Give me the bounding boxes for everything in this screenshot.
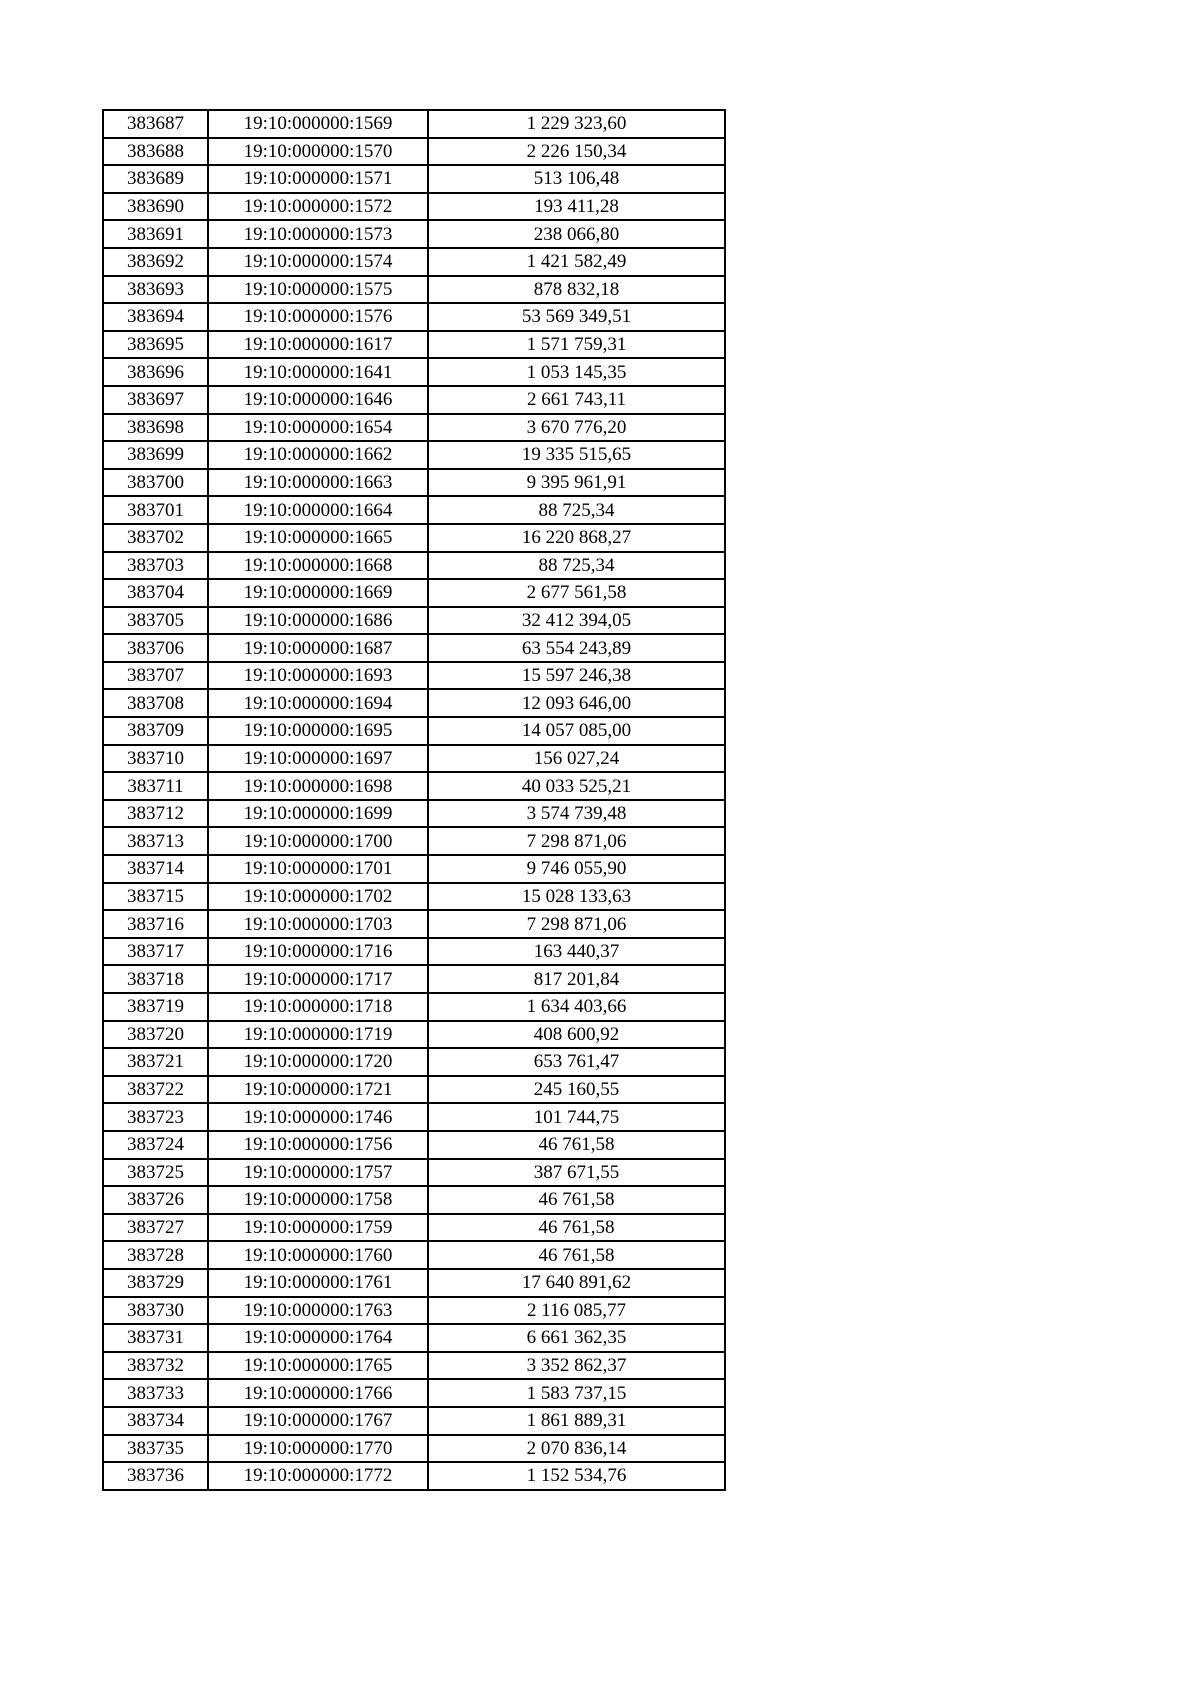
cadastral-value-cell: 46 761,58 <box>428 1214 725 1242</box>
table-row <box>103 662 725 690</box>
cadastral-value-cell: 2 677 561,58 <box>428 579 725 607</box>
cadastral-number-cell: 19:10:000000:1571 <box>208 165 428 193</box>
table-row <box>103 1324 725 1352</box>
table-row <box>103 496 725 524</box>
cadastral-number-cell: 19:10:000000:1758 <box>208 1186 428 1214</box>
table-row <box>103 552 725 580</box>
row-number-cell: 383725 <box>103 1159 208 1187</box>
cadastral-number-cell: 19:10:000000:1575 <box>208 276 428 304</box>
cadastral-value-cell: 7 298 871,06 <box>428 827 725 855</box>
cadastral-value-cell: 32 412 394,05 <box>428 607 725 635</box>
cadastral-value-cell: 163 440,37 <box>428 938 725 966</box>
row-number-cell: 383718 <box>103 965 208 993</box>
row-number-cell: 383706 <box>103 634 208 662</box>
table-row <box>103 1021 725 1049</box>
table-row <box>103 1379 725 1407</box>
cadastral-value-cell: 1 421 582,49 <box>428 248 725 276</box>
row-number-cell: 383702 <box>103 524 208 552</box>
cadastral-number-cell: 19:10:000000:1746 <box>208 1103 428 1131</box>
row-number-cell: 383714 <box>103 855 208 883</box>
cadastral-number-cell: 19:10:000000:1766 <box>208 1379 428 1407</box>
cadastral-number-cell: 19:10:000000:1664 <box>208 496 428 524</box>
cadastral-value-cell: 1 152 534,76 <box>428 1462 725 1490</box>
cadastral-number-cell: 19:10:000000:1698 <box>208 772 428 800</box>
table-row <box>103 1241 725 1269</box>
cadastral-number-cell: 19:10:000000:1719 <box>208 1021 428 1049</box>
table-row <box>103 193 725 221</box>
cadastral-number-cell: 19:10:000000:1665 <box>208 524 428 552</box>
table-body <box>103 110 725 1490</box>
row-number-cell: 383719 <box>103 993 208 1021</box>
table-row <box>103 165 725 193</box>
table-row <box>103 1076 725 1104</box>
row-number-cell: 383727 <box>103 1214 208 1242</box>
table-row <box>103 634 725 662</box>
table-row <box>103 1214 725 1242</box>
row-number-cell: 383709 <box>103 717 208 745</box>
row-number-cell: 383731 <box>103 1324 208 1352</box>
row-number-cell: 383687 <box>103 110 208 138</box>
table-row <box>103 469 725 497</box>
cadastral-value-cell: 88 725,34 <box>428 552 725 580</box>
cadastral-value-table <box>102 109 726 1491</box>
table-row <box>103 965 725 993</box>
table-row <box>103 938 725 966</box>
row-number-cell: 383696 <box>103 358 208 386</box>
cadastral-value-cell: 2 226 150,34 <box>428 138 725 166</box>
table-row <box>103 689 725 717</box>
cadastral-number-cell: 19:10:000000:1668 <box>208 552 428 580</box>
table-row <box>103 248 725 276</box>
table-row <box>103 386 725 414</box>
cadastral-value-cell: 245 160,55 <box>428 1076 725 1104</box>
cadastral-value-cell: 513 106,48 <box>428 165 725 193</box>
cadastral-value-cell: 653 761,47 <box>428 1048 725 1076</box>
row-number-cell: 383722 <box>103 1076 208 1104</box>
row-number-cell: 383711 <box>103 772 208 800</box>
cadastral-number-cell: 19:10:000000:1720 <box>208 1048 428 1076</box>
row-number-cell: 383733 <box>103 1379 208 1407</box>
table-row <box>103 745 725 773</box>
cadastral-number-cell: 19:10:000000:1761 <box>208 1269 428 1297</box>
cadastral-value-cell: 40 033 525,21 <box>428 772 725 800</box>
table-row <box>103 717 725 745</box>
cadastral-value-cell: 238 066,80 <box>428 220 725 248</box>
cadastral-number-cell: 19:10:000000:1693 <box>208 662 428 690</box>
cadastral-number-cell: 19:10:000000:1700 <box>208 827 428 855</box>
table-row <box>103 1462 725 1490</box>
cadastral-number-cell: 19:10:000000:1686 <box>208 607 428 635</box>
cadastral-number-cell: 19:10:000000:1770 <box>208 1435 428 1463</box>
cadastral-value-cell: 3 574 739,48 <box>428 800 725 828</box>
cadastral-number-cell: 19:10:000000:1763 <box>208 1297 428 1325</box>
table-row <box>103 414 725 442</box>
table-row <box>103 1186 725 1214</box>
row-number-cell: 383693 <box>103 276 208 304</box>
table-row <box>103 358 725 386</box>
row-number-cell: 383694 <box>103 303 208 331</box>
table-row <box>103 1407 725 1435</box>
row-number-cell: 383734 <box>103 1407 208 1435</box>
cadastral-number-cell: 19:10:000000:1572 <box>208 193 428 221</box>
cadastral-number-cell: 19:10:000000:1669 <box>208 579 428 607</box>
cadastral-number-cell: 19:10:000000:1718 <box>208 993 428 1021</box>
cadastral-number-cell: 19:10:000000:1699 <box>208 800 428 828</box>
table-row <box>103 1435 725 1463</box>
row-number-cell: 383688 <box>103 138 208 166</box>
cadastral-number-cell: 19:10:000000:1759 <box>208 1214 428 1242</box>
cadastral-number-cell: 19:10:000000:1764 <box>208 1324 428 1352</box>
cadastral-number-cell: 19:10:000000:1717 <box>208 965 428 993</box>
row-number-cell: 383723 <box>103 1103 208 1131</box>
cadastral-value-cell: 19 335 515,65 <box>428 441 725 469</box>
table-row <box>103 910 725 938</box>
cadastral-number-cell: 19:10:000000:1703 <box>208 910 428 938</box>
cadastral-value-cell: 3 352 862,37 <box>428 1352 725 1380</box>
cadastral-number-cell: 19:10:000000:1687 <box>208 634 428 662</box>
row-number-cell: 383700 <box>103 469 208 497</box>
row-number-cell: 383707 <box>103 662 208 690</box>
cadastral-value-cell: 1 634 403,66 <box>428 993 725 1021</box>
cadastral-value-cell: 53 569 349,51 <box>428 303 725 331</box>
cadastral-value-cell: 17 640 891,62 <box>428 1269 725 1297</box>
cadastral-value-cell: 2 070 836,14 <box>428 1435 725 1463</box>
table-row <box>103 827 725 855</box>
table-row <box>103 800 725 828</box>
cadastral-value-cell: 193 411,28 <box>428 193 725 221</box>
table-row <box>103 579 725 607</box>
cadastral-value-cell: 9 746 055,90 <box>428 855 725 883</box>
cadastral-number-cell: 19:10:000000:1767 <box>208 1407 428 1435</box>
cadastral-number-cell: 19:10:000000:1765 <box>208 1352 428 1380</box>
cadastral-value-cell: 408 600,92 <box>428 1021 725 1049</box>
row-number-cell: 383715 <box>103 883 208 911</box>
table-row <box>103 1048 725 1076</box>
cadastral-number-cell: 19:10:000000:1721 <box>208 1076 428 1104</box>
table-row <box>103 855 725 883</box>
cadastral-number-cell: 19:10:000000:1716 <box>208 938 428 966</box>
cadastral-value-cell: 46 761,58 <box>428 1131 725 1159</box>
cadastral-value-cell: 101 744,75 <box>428 1103 725 1131</box>
row-number-cell: 383705 <box>103 607 208 635</box>
cadastral-number-cell: 19:10:000000:1701 <box>208 855 428 883</box>
table-row <box>103 110 725 138</box>
row-number-cell: 383724 <box>103 1131 208 1159</box>
row-number-cell: 383691 <box>103 220 208 248</box>
cadastral-number-cell: 19:10:000000:1574 <box>208 248 428 276</box>
cadastral-value-cell: 46 761,58 <box>428 1241 725 1269</box>
row-number-cell: 383697 <box>103 386 208 414</box>
row-number-cell: 383692 <box>103 248 208 276</box>
cadastral-number-cell: 19:10:000000:1570 <box>208 138 428 166</box>
cadastral-value-cell: 817 201,84 <box>428 965 725 993</box>
cadastral-number-cell: 19:10:000000:1569 <box>208 110 428 138</box>
cadastral-number-cell: 19:10:000000:1646 <box>208 386 428 414</box>
cadastral-value-cell: 88 725,34 <box>428 496 725 524</box>
table-row <box>103 138 725 166</box>
cadastral-number-cell: 19:10:000000:1663 <box>208 469 428 497</box>
cadastral-value-cell: 14 057 085,00 <box>428 717 725 745</box>
table-row <box>103 1352 725 1380</box>
cadastral-number-cell: 19:10:000000:1695 <box>208 717 428 745</box>
table-row <box>103 276 725 304</box>
table-row <box>103 1297 725 1325</box>
cadastral-value-cell: 15 597 246,38 <box>428 662 725 690</box>
table-row <box>103 1131 725 1159</box>
table-row <box>103 993 725 1021</box>
row-number-cell: 383720 <box>103 1021 208 1049</box>
row-number-cell: 383728 <box>103 1241 208 1269</box>
cadastral-number-cell: 19:10:000000:1662 <box>208 441 428 469</box>
row-number-cell: 383708 <box>103 689 208 717</box>
row-number-cell: 383736 <box>103 1462 208 1490</box>
cadastral-value-cell: 3 670 776,20 <box>428 414 725 442</box>
cadastral-number-cell: 19:10:000000:1576 <box>208 303 428 331</box>
row-number-cell: 383712 <box>103 800 208 828</box>
table-row <box>103 524 725 552</box>
row-number-cell: 383732 <box>103 1352 208 1380</box>
cadastral-value-cell: 9 395 961,91 <box>428 469 725 497</box>
cadastral-number-cell: 19:10:000000:1617 <box>208 331 428 359</box>
cadastral-value-cell: 15 028 133,63 <box>428 883 725 911</box>
table-row <box>103 303 725 331</box>
row-number-cell: 383721 <box>103 1048 208 1076</box>
table-row <box>103 1103 725 1131</box>
cadastral-number-cell: 19:10:000000:1694 <box>208 689 428 717</box>
table-row <box>103 772 725 800</box>
table-row <box>103 220 725 248</box>
row-number-cell: 383704 <box>103 579 208 607</box>
cadastral-number-cell: 19:10:000000:1760 <box>208 1241 428 1269</box>
table-row <box>103 883 725 911</box>
cadastral-value-cell: 63 554 243,89 <box>428 634 725 662</box>
row-number-cell: 383689 <box>103 165 208 193</box>
row-number-cell: 383703 <box>103 552 208 580</box>
cadastral-value-cell: 2 116 085,77 <box>428 1297 725 1325</box>
row-number-cell: 383717 <box>103 938 208 966</box>
cadastral-value-cell: 6 661 362,35 <box>428 1324 725 1352</box>
row-number-cell: 383695 <box>103 331 208 359</box>
table-row <box>103 331 725 359</box>
cadastral-value-cell: 7 298 871,06 <box>428 910 725 938</box>
cadastral-value-cell: 156 027,24 <box>428 745 725 773</box>
row-number-cell: 383710 <box>103 745 208 773</box>
cadastral-value-cell: 46 761,58 <box>428 1186 725 1214</box>
row-number-cell: 383735 <box>103 1435 208 1463</box>
cadastral-number-cell: 19:10:000000:1654 <box>208 414 428 442</box>
cadastral-value-cell: 2 661 743,11 <box>428 386 725 414</box>
cadastral-number-cell: 19:10:000000:1702 <box>208 883 428 911</box>
row-number-cell: 383690 <box>103 193 208 221</box>
row-number-cell: 383730 <box>103 1297 208 1325</box>
cadastral-number-cell: 19:10:000000:1697 <box>208 745 428 773</box>
table-row <box>103 607 725 635</box>
row-number-cell: 383699 <box>103 441 208 469</box>
row-number-cell: 383713 <box>103 827 208 855</box>
row-number-cell: 383729 <box>103 1269 208 1297</box>
table-row <box>103 1269 725 1297</box>
row-number-cell: 383701 <box>103 496 208 524</box>
cadastral-number-cell: 19:10:000000:1757 <box>208 1159 428 1187</box>
cadastral-number-cell: 19:10:000000:1756 <box>208 1131 428 1159</box>
cadastral-value-cell: 12 093 646,00 <box>428 689 725 717</box>
row-number-cell: 383726 <box>103 1186 208 1214</box>
cadastral-value-cell: 1 861 889,31 <box>428 1407 725 1435</box>
cadastral-number-cell: 19:10:000000:1772 <box>208 1462 428 1490</box>
cadastral-value-cell: 1 583 737,15 <box>428 1379 725 1407</box>
table-row <box>103 441 725 469</box>
cadastral-value-cell: 16 220 868,27 <box>428 524 725 552</box>
cadastral-number-cell: 19:10:000000:1641 <box>208 358 428 386</box>
row-number-cell: 383716 <box>103 910 208 938</box>
cadastral-value-cell: 387 671,55 <box>428 1159 725 1187</box>
cadastral-value-cell: 1 571 759,31 <box>428 331 725 359</box>
cadastral-value-cell: 1 053 145,35 <box>428 358 725 386</box>
table-row <box>103 1159 725 1187</box>
cadastral-value-cell: 878 832,18 <box>428 276 725 304</box>
cadastral-value-cell: 1 229 323,60 <box>428 110 725 138</box>
cadastral-number-cell: 19:10:000000:1573 <box>208 220 428 248</box>
row-number-cell: 383698 <box>103 414 208 442</box>
